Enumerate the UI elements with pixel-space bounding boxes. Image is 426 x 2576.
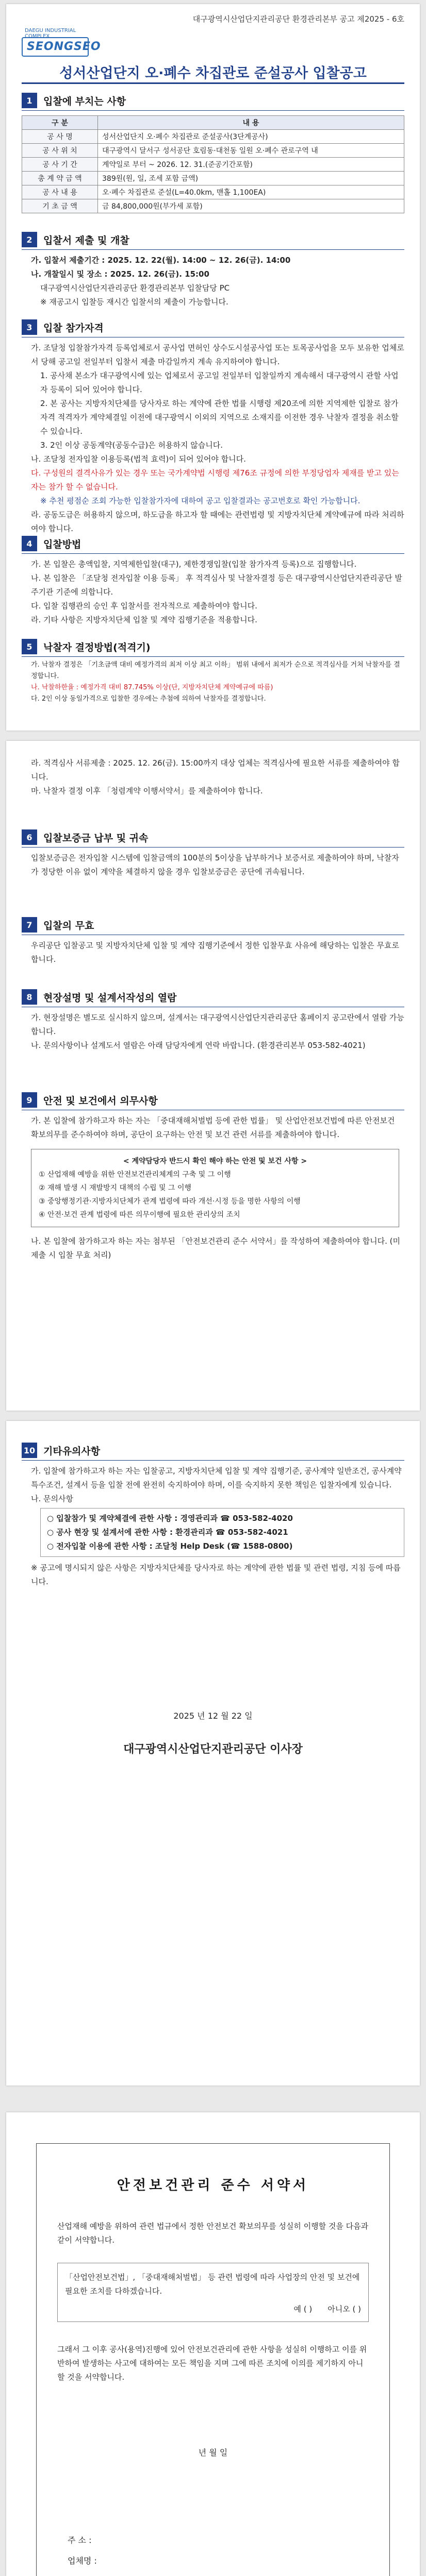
table-row [22, 185, 404, 199]
announcement-date: 2025 년 12 월 22 일 [173, 1711, 253, 1721]
page-3 [6, 1421, 420, 2086]
section-3 [22, 318, 404, 536]
notice-note: ※ 공고에 명시되지 않은 사항은 지방자치단체를 당사자로 하는 계약에 관한 법률 및 관련 법령, 지침 등에 따릅니다. [31, 1563, 401, 1586]
section-8 [22, 988, 404, 1053]
section-title: 안전 및 보건에서 의무사항 [43, 1095, 158, 1107]
section-title: 입찰서 제출 및 개찰 [43, 234, 129, 246]
section-title: 입찰방법 [43, 538, 81, 550]
pledge-quote-box [57, 2263, 369, 2322]
section-title: 현장설명 및 설계서작성의 열람 [43, 992, 177, 1004]
section-title: 낙찰자 결정방법(적격기) [43, 641, 151, 653]
table-row [22, 130, 404, 144]
contact-list [40, 1508, 404, 1557]
row-value: 389원(원, 일, 조세 포함 금액) [98, 172, 404, 185]
pledge-address-field[interactable]: 주 소 : [68, 2535, 92, 2545]
qualification-sub: 3. 2인 이상 공동계약(공동수급)은 허용하지 않습니다. [40, 440, 223, 450]
opening-place: 대구광역시산업단지관리공단 환경관리본부 입찰담당 PC [40, 283, 230, 293]
section-title: 입찰의 무효 [43, 920, 94, 931]
qualification-sub: 1. 공사채 본소가 대구광역시에 있는 업체로서 공고일 전일부터 입찰일까지 계속해서 대구광역시 관할 사업자 등록이 되어 있어야 합니다. [40, 371, 399, 394]
safety-checklist-box [31, 1149, 399, 1227]
section-number: 8 [22, 989, 37, 1005]
award-item: 라. 적격심사 서류제출 : 2025. 12. 26(금). 15:00까지 대상 업체는 적격심사에 필요한 서류를 제출하여야 합니다. [31, 758, 400, 782]
table-row [22, 199, 404, 213]
method-item: 다. 입찰 집행관의 승인 후 입찰서를 전자적으로 제출하여야 합니다. [31, 601, 257, 611]
page-2 [6, 741, 420, 1411]
section-4 [22, 535, 404, 627]
section-5 [22, 638, 404, 705]
section-title: 입찰 참가자격 [43, 322, 104, 334]
safety-item: 나. 본 입찰에 참가하고자 하는 자는 첨부된 「안전보건관리 준수 서약서」를 작성하여 제출하여야 합니다. (미제출 시 입찰 무효 처리) [31, 1236, 400, 1260]
section-number: 2 [22, 232, 37, 247]
row-value: 금 84,800,000원(부가세 포함) [98, 199, 404, 213]
pledge-quote: 「산업안전보건법」, 「중대재해처벌법」 등 관련 법령에 따라 사업장의 안전 및 보건에 필요한 조치를 다하겠습니다. [65, 2273, 360, 2296]
qualification-item: 다. 구성원의 결격사유가 있는 경우 또는 국가계약법 시행령 제76조 규정에 의한 부정당업자 제재를 받고 있는 자는 참가 할 수 없습니다. [31, 468, 399, 492]
briefing-item: 가. 현장설명은 별도로 실시하지 않으며, 설계서는 대구광역시산업단지관리공단 홈페이지 공고란에서 열람 가능합니다. [31, 1013, 404, 1036]
method-item: 가. 본 입찰은 총액입찰, 지역제한입찰(대구), 제한경쟁입찰(입찰 참가자격 등록)으로 집행합니다. [31, 560, 357, 569]
contact-item: ○ 공사 현장 및 설계서에 관한 사항 : 환경관리과 ☎ 053-582-4021 [47, 1528, 288, 1537]
section-number: 6 [22, 829, 37, 845]
pledge-seal [342, 2571, 356, 2576]
section-2 [22, 231, 404, 309]
table-header: 구 분 [22, 116, 98, 130]
notice-item: 가. 입찰에 참가하고자 하는 자는 입찰공고, 지방자치단체 입찰 및 계약 집행기준, 공사계약 일반조건, 공사계약 특수조건, 설계서 등을 입찰 전에 완전히 숙지하여야 하며, 이를 숙지하지 못한 책임은 입찰자에게 있습니다. [31, 1466, 402, 1489]
invalid-text: 우리공단 입찰공고 및 지방자치단체 입찰 및 계약 집행기준에서 정한 입찰무효 사유에 해당하는 입찰은 무효로 합니다. [31, 941, 400, 964]
pledge-date: 년 월 일 [198, 2448, 228, 2458]
safety-box-item: ② 재해 발생 시 재발방지 대책의 수립 및 그 이행 [39, 1184, 192, 1192]
notice-item: 나. 문의사항 [31, 1494, 73, 1503]
section-number: 5 [22, 639, 37, 654]
section-number: 10 [22, 1443, 37, 1458]
row-value: 계약일로 부터 ~ 2026. 12. 31.(준공기간포함) [98, 158, 404, 172]
safety-box-item: ④ 안전·보건 관계 법령에 따른 의무이행에 필요한 관리상의 조치 [39, 1211, 240, 1219]
table-row [22, 172, 404, 185]
safety-box-item: ① 산업재해 예방을 위한 안전보건관리체계의 구축 및 그 이행 [39, 1171, 231, 1179]
overview-table [22, 115, 404, 213]
section-number: 4 [22, 536, 37, 551]
pledge-body: 그래서 그 이후 공사(용역)진행에 있어 안전보건관리에 관한 사항을 성실히 이행하고 이를 위반하여 발생하는 사고에 대하여는 모든 책임을 지며 그에 따른 조치에 이의를 제기하지 아니할 것을 서약합니다. [57, 2345, 367, 2382]
page-1 [6, 4, 420, 731]
qualification-item: 가. 조달청 입찰참가자격 등록업체로서 공사업 면허인 상수도시설공사업 또는 토목공사업을 모두 보유한 업체로서 당해 공고일 전일부터 입찰서 제출 마감일까지 계속 유지하여야 합니다. [31, 343, 404, 366]
contact-item: ○ 입찰참가 및 계약체결에 관한 사항 : 경영관리과 ☎ 053-582-4020 [47, 1514, 293, 1523]
award-item: 가. 낙찰자 결정은 「기초금액 대비 예정가격의 최저 이상 최고 이하」 범위 내에서 최저가 순으로 적격심사를 거쳐 낙찰자를 결정합니다. [31, 661, 400, 680]
section-number: 3 [22, 319, 37, 335]
table-header: 내 용 [98, 116, 404, 130]
table-row [22, 158, 404, 172]
section-title: 입찰보증금 납부 및 귀속 [43, 832, 149, 844]
row-key: 공 사 명 [22, 130, 98, 144]
pledge-check-no[interactable]: 아니오 ( ) [327, 2304, 361, 2314]
bid-period: 가. 입찰서 제출기간 : 2025. 12. 22(월). 14:00 ~ 12. 26(금). 14:00 [31, 256, 291, 265]
row-key: 기 초 금 액 [22, 199, 98, 213]
logo-text: SEONGSEO [27, 40, 101, 53]
qualification-item: 라. 공동도급은 허용하지 않으며, 하도급을 하고자 할 때에는 관련법령 및 지방자치단체 계약예규에 따라 처리하여야 합니다. [31, 510, 404, 533]
section-6 [22, 828, 404, 879]
section-number: 9 [22, 1092, 37, 1108]
safety-item: 가. 본 입찰에 참가하고자 하는 자는 「중대재해처벌법 등에 관한 법률」 및 산업안전보건법에 따른 안전보건 확보의무를 준수하여야 하며, 공단이 요구하는 안전 및 보건 관련 서류를 제출하여야 합니다. [31, 1116, 395, 1139]
title-divider [22, 82, 404, 84]
method-item: 라. 기타 사항은 지방자치단체 입찰 및 계약 집행기준을 적용합니다. [31, 615, 257, 624]
issuer-name: 대구광역시산업단지관리공단 이사장 [123, 1743, 303, 1756]
table-row [22, 144, 404, 158]
section-1 [22, 92, 404, 213]
row-value: 오·폐수 차집관로 준설(L=40.0km, 맨홀 1,100EA) [98, 185, 404, 199]
pledge-check-yes[interactable]: 예 ( ) [293, 2304, 313, 2314]
page-4-pledge [6, 2112, 420, 2576]
deposit-text: 입찰보증금은 전자입찰 시스템에 입찰금액의 100분의 5이상을 납부하거나 보증서로 제출하여야 하며, 낙찰자가 정당한 이유 없이 계약을 체결하지 않을 경우 입찰보증금은 공단에 귀속됩니다. [31, 853, 399, 876]
safety-box-title: < 계약담당자 반드시 확인 해야 하는 안전 및 보건 사항 > [123, 1157, 307, 1165]
page-title: 성서산업단지 오·폐수 차집관로 준설공사 입찰공고 [59, 65, 367, 81]
row-value: 성서산업단지 오·폐수 차집관로 준설공사(3단계공사) [98, 130, 404, 144]
award-item: 나. 낙찰하한율 : 예정가격 대비 87.745% 이상(단, 지방자치단체 계약예규에 따름) [31, 684, 273, 691]
qualification-sub: 2. 본 공사는 지방자치단체를 당사자로 하는 계약에 관한 법률 시행령 제20조에 의한 지역제한 입찰로 참가자격 적격자가 계약체결일 이전에 대구광역시 이외의 지역으로 소재지를 이전한 경우 낙찰자 결정을 취소할 수 있습니다. [40, 399, 399, 436]
award-item: 마. 낙찰자 결정 이후 「청렴계약 이행서약서」를 제출하여야 합니다. [31, 786, 263, 795]
section-number: 1 [22, 93, 37, 108]
award-item: 다. 2인 이상 동일가격으로 입찰한 경우에는 추첨에 의하여 낙찰자를 결정합니다. [31, 695, 266, 703]
pledge-ceo-field[interactable] [68, 2571, 97, 2576]
pledge-form [36, 2143, 390, 2576]
section-9 [22, 1091, 404, 1262]
section-title: 기타유의사항 [43, 1445, 101, 1457]
logo-caption: DAEGU INDUSTRIAL COMPLEX [25, 28, 76, 39]
row-key: 공 사 기 간 [22, 158, 98, 172]
section-7 [22, 916, 404, 967]
row-value: 대구광역시 달서구 성서공단 호림동·대천동 일원 오·폐수 관로구역 내 [98, 144, 404, 158]
row-key: 공 사 내 용 [22, 185, 98, 199]
pledge-title: 안전보건관리 준수 서약서 [117, 2178, 309, 2193]
section-10 [22, 1442, 404, 1589]
rebid-note: ※ 재공고시 입찰등 재시간 입찰서의 제출이 가능합니다. [40, 297, 228, 307]
section-number: 7 [22, 917, 37, 933]
qualification-item: 나. 조달청 전자입찰 이용등록(법적 효력)이 되어 있어야 합니다. [31, 454, 246, 464]
contact-item: ○ 전자입찰 이용에 관한 사항 : 조달청 Help Desk (☎ 1588-0800) [47, 1541, 293, 1551]
method-item: 나. 본 입찰은 「조달청 전자입찰 이용 등록」 후 적격심사 및 낙찰자결정 등은 대구광역시산업단지관리공단 발주기관 기준에 의합니다. [31, 573, 402, 597]
opening-datetime: 나. 개찰일시 및 장소 : 2025. 12. 26(금). 15:00 [31, 269, 209, 279]
agency-notice: 대구광역시산업단지관리공단 환경관리본부 공고 제2025 - 6호 [192, 14, 404, 24]
seongseo-logo [22, 28, 101, 57]
safety-box-item: ③ 중앙행정기관·지방자치단체가 관계 법령에 따라 개선·시정 등을 명한 사항의 이행 [39, 1197, 301, 1206]
row-key: 총 계 약 금 액 [22, 172, 98, 185]
row-key: 공 사 위 치 [22, 144, 98, 158]
pledge-company-field[interactable]: 업체명 : [68, 2556, 97, 2566]
qualification-note: ※ 추천 평점순 조회 가능한 입찰참가자에 대하여 공고 입찰결과는 공고번호로 확인 가능합니다. [40, 496, 361, 505]
pledge-intro: 산업재해 예방을 위하여 관련 법규에서 정한 안전보건 확보의무를 성실히 이행할 것을 다음과 같이 서약합니다. [57, 2222, 369, 2245]
briefing-item: 나. 문의사항이나 설계도서 열람은 아래 담당자에게 연락 바랍니다. (환경관리본부 053-582-4021) [31, 1041, 366, 1050]
section-title: 입찰에 부치는 사항 [43, 95, 126, 107]
